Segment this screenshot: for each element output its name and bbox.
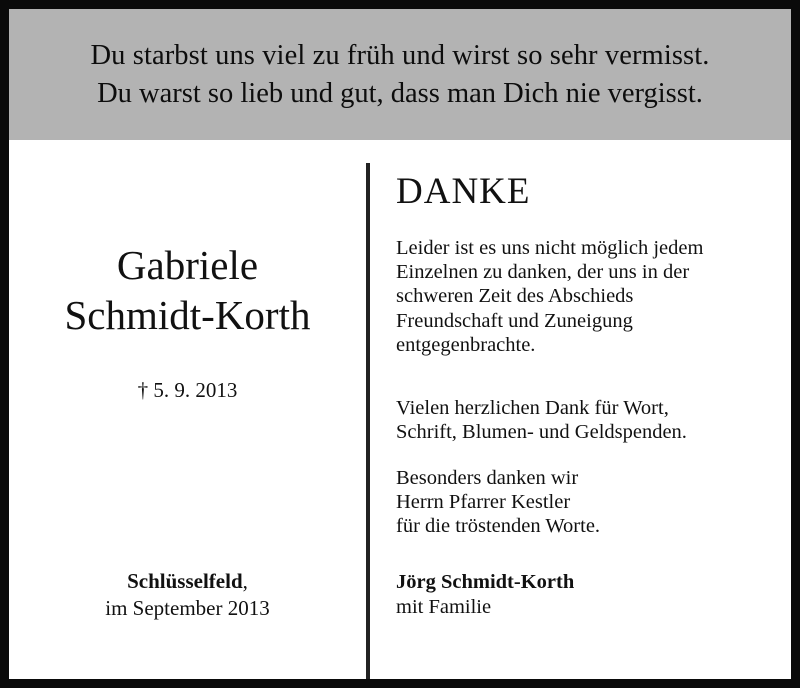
text-line: Leider ist es uns nicht möglich jedem	[396, 237, 704, 259]
place-date: im September 2013	[105, 596, 270, 620]
thanks-heading: DANKE	[396, 171, 531, 212]
text-line: Schrift, Blumen- und Geldspenden.	[396, 421, 687, 444]
thanks-column	[396, 163, 786, 618]
death-date: † 5. 9. 2013	[137, 378, 238, 402]
deceased-first-name: Gabriele	[116, 242, 259, 288]
thanks-paragraph-2	[396, 396, 786, 444]
text-line: Freundschaft und Zuneigung	[396, 309, 633, 332]
deceased-last-name: Schmidt-Korth	[64, 292, 311, 338]
text-line: für die tröstenden Worte.	[396, 515, 601, 538]
signature-family: mit Familie	[396, 596, 492, 618]
place-city-suffix: ,	[242, 569, 248, 593]
thanks-paragraph-3	[396, 466, 786, 539]
place-and-date	[9, 568, 366, 622]
signature	[396, 570, 786, 620]
deceased-column	[9, 140, 366, 679]
verse-line-2: Du warst so lieb und gut, dass man Dich nie vergisst.	[97, 77, 703, 109]
text-line: entgegenbrachte.	[396, 333, 536, 356]
text-line: Besonders danken wir	[396, 467, 579, 489]
text-line: Vielen herzlichen Dank für Wort,	[396, 397, 669, 419]
text-line: Einzelnen zu danken, der uns in der	[396, 261, 690, 284]
text-line: Herrn Pfarrer Kestler	[396, 491, 571, 514]
memorial-verse-banner	[9, 9, 791, 140]
verse-line-1: Du starbst uns viel zu früh und wirst so sehr vermisst.	[90, 39, 710, 71]
place-city: Schlüsselfeld	[127, 569, 243, 593]
thanks-paragraph-1	[396, 236, 786, 357]
column-divider	[366, 163, 370, 679]
signature-name: Jörg Schmidt-Korth	[396, 571, 575, 593]
text-line: schweren Zeit des Abschieds	[396, 285, 634, 308]
